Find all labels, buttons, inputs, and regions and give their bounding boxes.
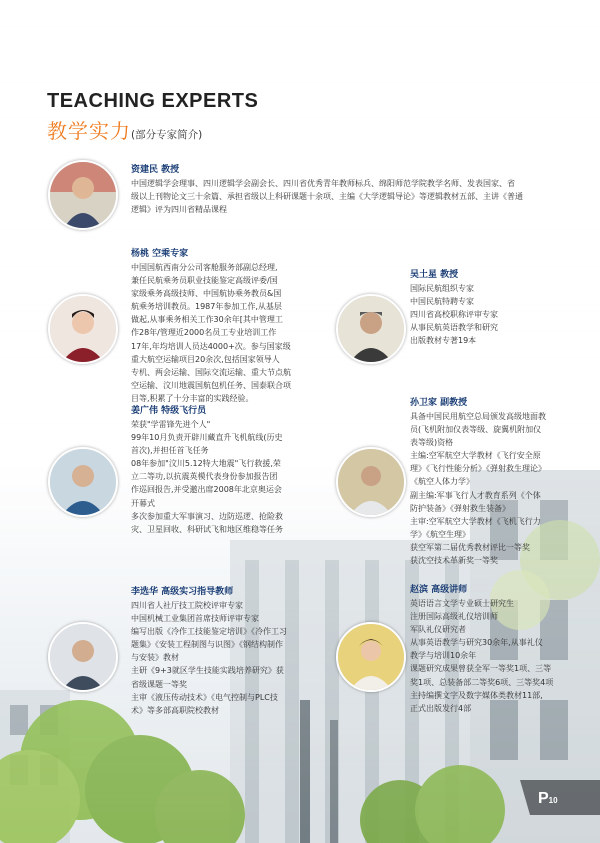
section-title-cn-line [47, 115, 258, 144]
expert-yang-tao [131, 248, 331, 405]
expert-photo-li-xuanhua [48, 622, 118, 692]
expert-photo-jiang-guangwei [48, 447, 118, 517]
expert-bio: 具备中国民用航空总局颁发高级地面教 员(飞机附加仪表等级、旋翼机附加仪 表等级)资格 主编:空军航空大学教材《飞行安全原 理》《飞行性能分析》《弹射救生理论》 《航空人体力学》 副主编:军事飞行人才教育系列《个体 防护装备》《弹射救生装备》 主审:空军航空大学教材《飞机飞行力 学》《航空生理》 获空军第二届优秀教材评比一等奖 获沈空技术革新奖一等奖 [410, 412, 546, 566]
expert-photo-wu-tuxing [336, 294, 406, 364]
expert-name: 资建民 教授 [131, 165, 180, 175]
expert-name: 姜广伟 特级飞行员 [131, 406, 207, 416]
expert-photo-zhao-bin [336, 622, 406, 692]
expert-name: 孙卫家 副教授 [410, 398, 468, 408]
expert-bio: 中国逻辑学会理事、四川逻辑学会副会长、四川省优秀青年教师标兵、绵阳师范学院教学名师、发表国家、省 级以上刊物论文三十余篇、承担省级以上科研课题十余项、主编《大学逻辑导论》等逻辑教材五部、主讲《普通 逻辑》评为四川省精品课程 [131, 179, 523, 215]
expert-bio: 国际民航组织专家 中国民航特聘专家 四川省高校职称评审专家 从事民航英语教学和研究 出版教材专著19本 [410, 284, 498, 346]
expert-jiang-guangwei [131, 405, 331, 536]
expert-name: 李选华 高级实习指导教师 [131, 587, 234, 597]
expert-bio: 四川省人社厅技工院校评审专家 中国机械工业集团首席技师评审专家 编写出版《冷作工技能鉴定培训》《冷作工习 题集》《安装工程制图与识图》《钢结构制作 与安装》教材 主研《9+3就区学生技能实践培养研究》获 省级课题一等奖 主审《液压传动技术》《电气控制与PLC技 术》等多部高职院校教材 [131, 601, 287, 715]
section-title-cn: 教学实力 [47, 119, 131, 143]
section-header [47, 90, 258, 144]
expert-photo-zi-jianmin [48, 160, 118, 230]
expert-bio: 中国国航西南分公司客舱服务部副总经理, 兼任民航乘务员职业技能鉴定高级评委/国 家级乘务高级技师、中国航协乘务教员&国 航乘务培训教员。1987年参加工作,从基层 做起,从事乘务相关工作30余年[其中管理工 作28年/管理近2000名员工专业培训工作 17年,年均培训人员达4000+次。参与国家级 重大航空运输项目20余次,包括国家领导人 专机、两会运输、国际交流运输、重大节点航 空运输、汶川地震国航包机任务、国泰联合项 目等,积累了十分丰富的实践经验。 [131, 263, 291, 403]
expert-bio: 英语语言文学专业硕士研究生 注册国际高级礼仪培训师 军队礼仪研究者 从事英语教学与研究30余年,从事礼仪 教学与培训10余年 课题研究成果曾获全军一等奖1项、三等 奖1项、总装备部二等奖6项、三等奖4项 主持编撰文字及数字媒体类教材11部, 正式出版发行4部 [410, 599, 554, 713]
expert-li-xuanhua [131, 586, 331, 717]
expert-name: 杨桃 空乘专家 [131, 249, 189, 259]
section-subtitle: (部分专家简介) [131, 129, 203, 141]
page-number-label: P [538, 790, 549, 807]
expert-sun-weijia [410, 397, 590, 567]
page-number-value: 10 [548, 796, 558, 805]
expert-zhao-bin [410, 584, 595, 715]
expert-name: 赵滨 高级讲师 [410, 585, 468, 595]
expert-photo-yang-tao [48, 294, 118, 364]
expert-wu-tuxing [410, 269, 580, 347]
page-number [538, 790, 558, 808]
expert-zi-jianmin [131, 164, 571, 216]
expert-bio: 荣获"学雷锋先进个人" 99年10月负责开辟川藏直升飞机航线(历史 首次),并担任首飞任务 08年参加"汶川5.12特大地震"飞行救援,荣 立二等功,以抗震英模代表身份参加报告团 作巡回报告,并受邀出席2008年北京奥运会 开幕式 多次参加重大军事演习、边防巡逻、抢险救 灾、卫星回收、科研试飞和地区维稳等任务 [131, 420, 283, 534]
expert-name: 吴土星 教授 [410, 270, 459, 280]
section-title-en: TEACHING EXPERTS [47, 90, 259, 112]
expert-photo-sun-weijia [336, 447, 406, 517]
